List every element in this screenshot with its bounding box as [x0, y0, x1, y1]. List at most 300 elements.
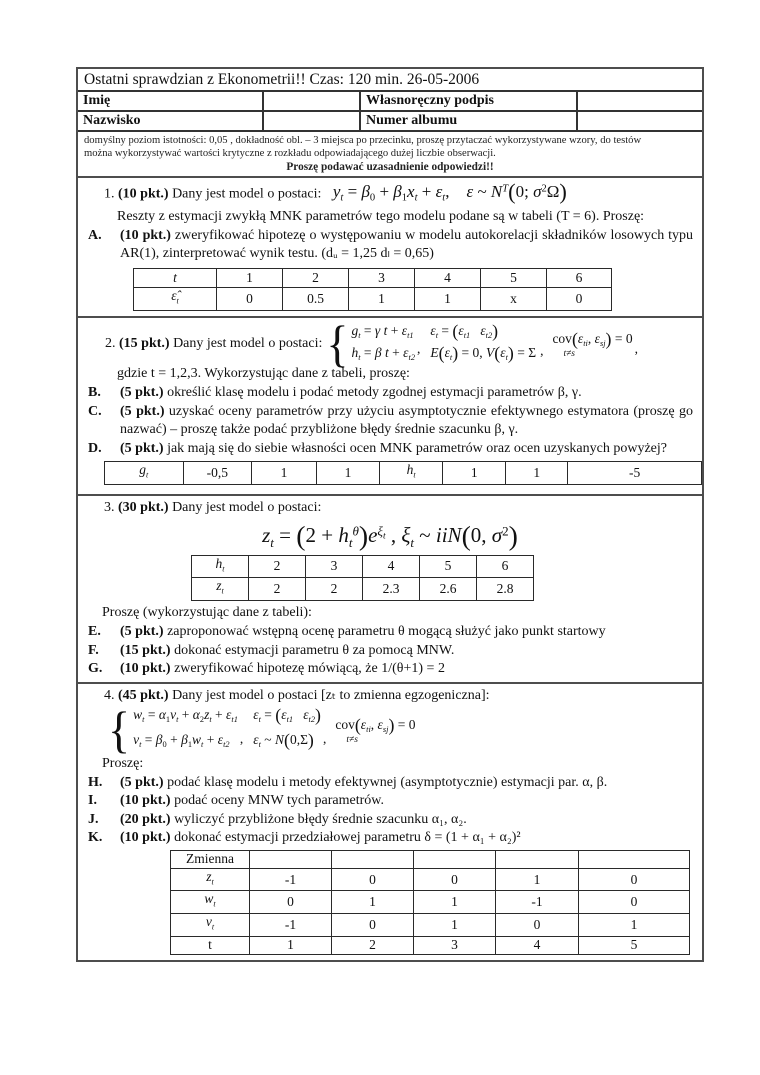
formula-token: ε — [577, 331, 584, 347]
task-points: (5 pkt.) — [120, 385, 164, 401]
table-cell: 2.6 — [420, 578, 477, 601]
table-cell: 0 — [414, 868, 496, 891]
task-item — [78, 403, 702, 440]
table-cell: -1 — [250, 868, 332, 891]
last-name-field — [264, 110, 361, 130]
table-cell: 2 — [249, 578, 306, 601]
task-text: (10 pkt.) zweryfikować hipotezę mówiącą, że 1/(θ+1) = 2 — [120, 661, 445, 677]
formula-token: 2 + — [305, 522, 339, 547]
model-formula — [332, 179, 567, 205]
question-1-text: Reszty z estymacji zwykłą MNK parametrów tego modelu podane są w tabeli (T = 6). Proszę: — [117, 208, 645, 224]
formula-token: β — [393, 182, 402, 202]
table-cell — [579, 850, 690, 868]
task-item — [78, 774, 702, 793]
task-text: (10 pkt.) dokonać estymacji przedziałowej parametru δ = (1 + α₁ + α₂)² — [120, 830, 521, 846]
formula-token: t — [270, 534, 274, 550]
question-1 — [78, 176, 702, 316]
task-points: (5 pkt.) — [120, 403, 165, 419]
intro-text: Dany jest model o postaci [zₜ to zmienna egzogeniczna]: — [172, 687, 490, 703]
covariance-formula — [552, 329, 632, 350]
table-cell: 0.5 — [283, 287, 349, 310]
question-4-intro — [78, 687, 702, 705]
formula-token: ε — [500, 344, 506, 360]
formula-token: t — [383, 531, 386, 542]
table-cell: x — [481, 287, 547, 310]
formula-token: t — [340, 192, 344, 204]
formula-token: γ — [374, 322, 381, 338]
formula-token: = — [141, 731, 156, 747]
table-cell: $z_t$ — [192, 578, 249, 601]
formula-token: α — [192, 706, 200, 722]
table-cell: 1 — [506, 462, 568, 485]
formula-token: σ — [533, 182, 542, 202]
formula-token: ε — [217, 731, 224, 747]
task-points: (10 pkt.) — [120, 830, 171, 846]
table-row — [171, 891, 690, 914]
covariance-condition — [335, 715, 415, 744]
formula-token: = — [360, 322, 375, 338]
task-item — [78, 440, 702, 459]
formula-token: t — [258, 714, 261, 724]
table-cell: 5 — [481, 268, 547, 287]
formula-token: = — [343, 182, 362, 202]
formula-token: z — [262, 522, 271, 547]
table-cell: 3 — [306, 555, 363, 578]
table-cell — [496, 850, 579, 868]
formula-token: ε — [466, 182, 474, 202]
table-row — [171, 936, 690, 954]
formula-token: ( — [452, 320, 459, 341]
question-3-intro — [78, 499, 702, 517]
formula-token: = — [144, 706, 159, 722]
table-cell: $h_t$ — [192, 555, 249, 578]
error-vector — [430, 322, 536, 344]
task-points: (10 pkt.) — [120, 227, 171, 243]
variables-data-table — [170, 850, 690, 955]
table-cell: 0 — [579, 891, 690, 914]
question-4 — [78, 682, 702, 960]
formula-token: e — [368, 522, 378, 547]
formula-token: ε — [226, 706, 232, 722]
task-item — [78, 811, 702, 830]
formula-token: iiN — [435, 522, 462, 547]
task-item — [78, 660, 702, 679]
task-points: (5 pkt.) — [120, 624, 164, 640]
task-points: (5 pkt.) — [120, 440, 164, 456]
formula-token: ε — [303, 706, 309, 722]
table-cell: 1 — [316, 462, 379, 485]
formula-token: β — [181, 731, 188, 747]
formula-token: ( — [354, 715, 361, 736]
gt-ht-data-table — [104, 461, 702, 485]
table-cell: 2 — [332, 936, 414, 954]
error-definition — [253, 705, 321, 755]
exam-title: Ostatni sprawdzian z Ekonometrii!! Czas: 120 min. 26-05-2006 — [84, 71, 480, 88]
signature-field — [578, 92, 702, 110]
formula-token: Ω — [546, 182, 560, 202]
formula-token: ti — [366, 725, 371, 735]
formula-token: , — [385, 522, 402, 547]
formula-token: cov — [335, 717, 355, 733]
table-cell: 6 — [547, 268, 612, 287]
table-row — [192, 555, 534, 578]
formula-token: t — [358, 352, 361, 362]
table-cell: 2 — [249, 555, 306, 578]
table-row — [171, 914, 690, 937]
table-row — [171, 850, 690, 868]
separator: , — [239, 730, 244, 746]
formula-token: ε — [360, 717, 367, 733]
formula-token: ~ — [260, 731, 275, 747]
formula-token: + — [388, 344, 404, 360]
task-letter: H. — [88, 774, 103, 790]
table-cell: 0 — [250, 891, 332, 914]
task-text: (10 pkt.) zweryfikować hipotezę o występowaniu w modelu autokorelacji składników losowych typu AR(1), zinterpretować wynik testu. (dᵤ = 1,25 dₗ = 0,65) — [120, 227, 694, 262]
formula-token: ( — [296, 519, 306, 551]
formula-token: + — [375, 182, 394, 202]
intro-text: Dany jest model o postaci: — [173, 335, 323, 351]
table-cell: 6 — [477, 555, 534, 578]
formula-token: ε — [281, 706, 287, 722]
intro-text: Dany jest model o postaci: — [172, 186, 322, 202]
model-formula — [78, 520, 702, 552]
task-item — [78, 829, 702, 848]
distribution-line — [253, 730, 321, 755]
points-badge: (10 pkt.) — [118, 186, 169, 202]
task-list — [78, 622, 702, 679]
formula-token: = — [260, 706, 276, 722]
formula-token: t — [358, 330, 361, 340]
task-text: (5 pkt.) jak mają się do siebie własności ocen MNK parametrów oraz ocen uzyskanych powyżej? — [120, 440, 667, 456]
formula-token: 0 — [369, 192, 376, 204]
task-points: (10 pkt.) — [120, 793, 171, 809]
formula-token: N — [490, 182, 503, 202]
formula-token: v — [133, 731, 140, 747]
task-item — [78, 792, 702, 811]
formula-token: y — [332, 182, 341, 202]
header-fields — [78, 90, 702, 130]
exam-document — [76, 67, 704, 962]
table-cell: 1 — [250, 936, 332, 954]
formula-token: ( — [284, 729, 290, 750]
formula-token: ( — [508, 179, 516, 205]
task-text: (15 pkt.) dokonać estymacji parametru θ za pomocą MNW. — [120, 642, 455, 658]
task-points: (20 pkt.) — [120, 811, 171, 827]
formula-token: ε — [435, 182, 443, 202]
question-1-intro — [78, 181, 702, 208]
separator: , — [417, 341, 421, 357]
table-cell: 1 — [415, 287, 481, 310]
formula-token: x — [407, 182, 415, 202]
table-row — [134, 268, 612, 287]
album-number-label: Numer albumu — [361, 110, 578, 130]
formula-token: t — [209, 714, 212, 724]
note-line-2: można wykorzystywać wartości krytyczne z rozkładu odpowiadającego dużej liczbie obserwacji. — [84, 148, 496, 159]
formula-token: ε — [480, 322, 486, 338]
table-cell: 0 — [217, 287, 283, 310]
task-letter: B. — [88, 385, 101, 401]
formula-token: + — [417, 182, 436, 202]
first-name-label: Imię — [78, 92, 264, 110]
formula-token: 1 — [401, 192, 408, 204]
note-emphasis: Proszę podawać uzasadnienie odpowiedzi!! — [286, 161, 494, 173]
separator: , — [540, 342, 544, 358]
formula-token: N — [274, 731, 284, 747]
formula-token: ε — [403, 344, 409, 360]
task-text: (10 pkt.) podać oceny MNW tych parametrów. — [120, 793, 384, 809]
formula-token: ( — [275, 704, 282, 725]
question-number: 2. — [105, 335, 116, 351]
question-2-text: gdzie t = 1,2,3. Wykorzystując dane z tabeli, proszę: — [117, 366, 410, 382]
moments-line — [430, 344, 536, 366]
task-letter: E. — [88, 624, 101, 640]
task-letter: F. — [88, 642, 99, 658]
question-3 — [78, 494, 702, 682]
formula-token: ε — [253, 731, 259, 747]
table-cell: 1 — [579, 914, 690, 937]
formula-token: t — [449, 352, 453, 362]
equation-system — [133, 705, 238, 755]
formula-token: T — [502, 184, 509, 195]
table-cell: -5 — [568, 462, 702, 485]
table-cell: -1 — [496, 891, 579, 914]
task-text: (5 pkt.) uzyskać oceny parametrów przy użyciu asymptotycznie efektywnego estymatora (proszę go nazwać) – proszę także podać przybliżone błędy średnie szacunku β, γ. — [120, 403, 693, 438]
formula-token: 0, — [470, 522, 492, 547]
question-4-system — [78, 701, 702, 758]
table-cell: 2 — [306, 578, 363, 601]
formula-token: β — [361, 182, 370, 202]
formula-token: g — [351, 322, 359, 338]
task-letter: K. — [88, 830, 103, 846]
formula-token: + — [387, 322, 402, 338]
table-cell: -1 — [250, 914, 332, 937]
last-name-label: Nazwisko — [78, 110, 264, 130]
formula-token: t — [442, 192, 446, 204]
table-cell: 2 — [283, 268, 349, 287]
formula-token: ti — [583, 339, 588, 349]
question-number: 3. — [104, 499, 115, 515]
table-cell: 2.3 — [363, 578, 420, 601]
formula-token: 0 — [162, 739, 167, 749]
formula-token: ( — [571, 329, 578, 350]
covariance-subscript: t≠s — [346, 735, 358, 746]
task-list — [78, 226, 702, 264]
question-3-text: Proszę (wykorzystując dane z tabeli): — [102, 605, 312, 621]
table-row — [171, 868, 690, 891]
formula-token: V — [486, 344, 495, 360]
table-cell: 0 — [332, 868, 414, 891]
instructions-note — [78, 130, 702, 176]
formula-token: sj — [599, 339, 606, 349]
formula-token: ) — [315, 704, 321, 725]
formula-token: ) — [358, 519, 369, 551]
table-row — [192, 578, 534, 601]
formula-token: , — [587, 331, 595, 347]
table-cell: 5 — [420, 555, 477, 578]
formula-token: t2 — [485, 330, 493, 340]
formula-token: cov — [552, 331, 572, 347]
question-2 — [78, 316, 702, 494]
first-name-field — [264, 92, 361, 110]
table-cell: t — [134, 268, 217, 287]
formula-token: ) — [307, 729, 314, 750]
formula-token: t1 — [231, 714, 238, 724]
task-letter: G. — [88, 661, 103, 677]
table-cell: Zmienna — [171, 850, 250, 868]
separator: , — [322, 730, 327, 746]
table-cell: 1 — [217, 268, 283, 287]
equation-system — [351, 322, 415, 366]
formula-token: t — [505, 352, 508, 362]
table-cell: 2.8 — [477, 578, 534, 601]
table-cell: $v_t$ — [171, 914, 250, 937]
system-brace: { — [326, 314, 349, 372]
task-points: (15 pkt.) — [120, 642, 171, 658]
table-cell: $z_t$ — [171, 868, 250, 891]
formula-token: h — [351, 344, 359, 360]
points-badge: (30 pkt.) — [118, 499, 169, 515]
table-cell: $h_t$ — [380, 462, 443, 485]
formula-token — [293, 707, 303, 722]
task-text: (20 pkt.) wyliczyć przybliżone błędy średnie szacunku α₁, α₂. — [120, 811, 467, 827]
system-brace: { — [108, 701, 131, 758]
formula-token: 0,Σ — [289, 731, 308, 747]
formula-token: ε — [377, 717, 383, 733]
formula-token: ) — [559, 179, 567, 205]
table-cell — [250, 850, 332, 868]
table-cell: 1 — [332, 891, 414, 914]
table-cell: 0 — [496, 914, 579, 937]
task-text: (5 pkt.) określić klasę modelu i podać metody zgodnej estymacji parametrów β, γ. — [120, 385, 582, 401]
table-cell: 1 — [443, 462, 506, 485]
question-2-intro — [78, 314, 702, 372]
table-cell: 4 — [363, 555, 420, 578]
formula-token: , — [370, 717, 378, 733]
task-item — [78, 623, 702, 642]
formula-token: = Σ — [513, 344, 537, 360]
formula-token: t — [258, 739, 261, 749]
equation-line — [351, 322, 415, 344]
table-cell: 1 — [496, 868, 579, 891]
formula-token: σ — [491, 522, 503, 547]
formula-token: t1 — [463, 330, 471, 340]
formula-token: = — [438, 322, 453, 338]
error-vector — [253, 705, 321, 730]
signature-label: Własnoręczny podpis — [361, 92, 578, 110]
formula-token: ( — [438, 342, 445, 363]
table-cell: 1 — [414, 891, 496, 914]
equation-line — [133, 730, 238, 755]
formula-token: t — [414, 192, 418, 204]
formula-token: 2 — [199, 714, 205, 724]
table-cell: 0 — [332, 914, 414, 937]
task-points: (10 pkt.) — [120, 661, 171, 677]
table-cell: t — [171, 936, 250, 954]
table-cell: 0 — [547, 287, 612, 310]
formula-token: v — [170, 706, 177, 722]
table-cell: 1 — [349, 287, 415, 310]
intro-text: Dany jest model o postaci: — [172, 499, 322, 515]
table-cell: 3 — [349, 268, 415, 287]
table-cell: $g_t$ — [105, 462, 184, 485]
table-row — [134, 287, 612, 310]
table-cell: 4 — [496, 936, 579, 954]
formula-token: z — [204, 706, 210, 722]
formula-token: β — [374, 344, 382, 360]
formula-token: t — [348, 534, 353, 550]
error-definition — [430, 322, 536, 366]
task-points: (5 pkt.) — [120, 774, 164, 790]
covariance-condition — [552, 329, 632, 358]
table-cell: -0,5 — [183, 462, 251, 485]
note-line-1: domyślny poziom istotności: 0,05 , dokładność obl. – 3 miejsca po przecinku, proszę przytaczać wykorzystywane wzory, do testów — [84, 135, 642, 146]
formula-token: + — [166, 731, 182, 747]
formula-token: 1 — [165, 714, 171, 724]
formula-token: t — [410, 534, 414, 550]
formula-token: t — [176, 714, 179, 724]
covariance-formula — [335, 715, 415, 736]
task-letter: C. — [88, 403, 102, 419]
table-cell: 0 — [579, 868, 690, 891]
formula-token: 0; — [515, 182, 534, 202]
formula-token: ) — [605, 329, 612, 350]
album-number-field — [578, 110, 702, 130]
formula-token: + — [203, 731, 218, 747]
formula-token: ε — [253, 706, 259, 722]
task-item — [78, 227, 702, 264]
separator: , — [634, 341, 638, 357]
task-text: (5 pkt.) podać klasę modelu i metody efektywnej (asymptotycznie) estymacji par. α, β. — [120, 774, 608, 790]
task-letter: I. — [88, 793, 97, 809]
formula-token: = — [273, 522, 297, 547]
formula-token: = 0 — [611, 331, 633, 347]
formula-token: , — [445, 182, 467, 202]
formula-token: + — [178, 706, 193, 722]
formula-token: 1 — [187, 739, 193, 749]
task-letter: J. — [88, 811, 99, 827]
formula-token: t — [385, 344, 389, 360]
formula-token: t — [435, 330, 439, 340]
ht-zt-data-table — [191, 555, 534, 601]
task-letter: A. — [88, 227, 102, 243]
residuals-table — [133, 268, 612, 311]
formula-token: = 0 — [394, 717, 416, 733]
task-list — [78, 773, 702, 848]
formula-token: β — [155, 731, 163, 747]
table-cell: $w_t$ — [171, 891, 250, 914]
points-badge: (15 pkt.) — [119, 335, 170, 351]
equation-line — [133, 705, 238, 730]
task-letter: D. — [88, 440, 102, 456]
table-row — [105, 462, 702, 485]
formula-token: ) — [388, 715, 395, 736]
task-item — [78, 384, 702, 403]
formula-token: t2 — [308, 714, 316, 724]
table-cell: 4 — [415, 268, 481, 287]
table-cell: 5 — [579, 936, 690, 954]
formula-token: t — [383, 322, 388, 338]
question-number: 4. — [104, 687, 115, 703]
formula-token: t1 — [286, 714, 294, 724]
table-cell: 1 — [414, 914, 496, 937]
formula-token: t1 — [407, 330, 414, 340]
equation-line — [351, 344, 415, 366]
formula-token: ( — [461, 519, 471, 551]
table-cell — [332, 850, 414, 868]
formula-token: + — [211, 706, 227, 722]
question-number: 1. — [104, 186, 115, 202]
formula-token: ξ — [377, 523, 383, 539]
